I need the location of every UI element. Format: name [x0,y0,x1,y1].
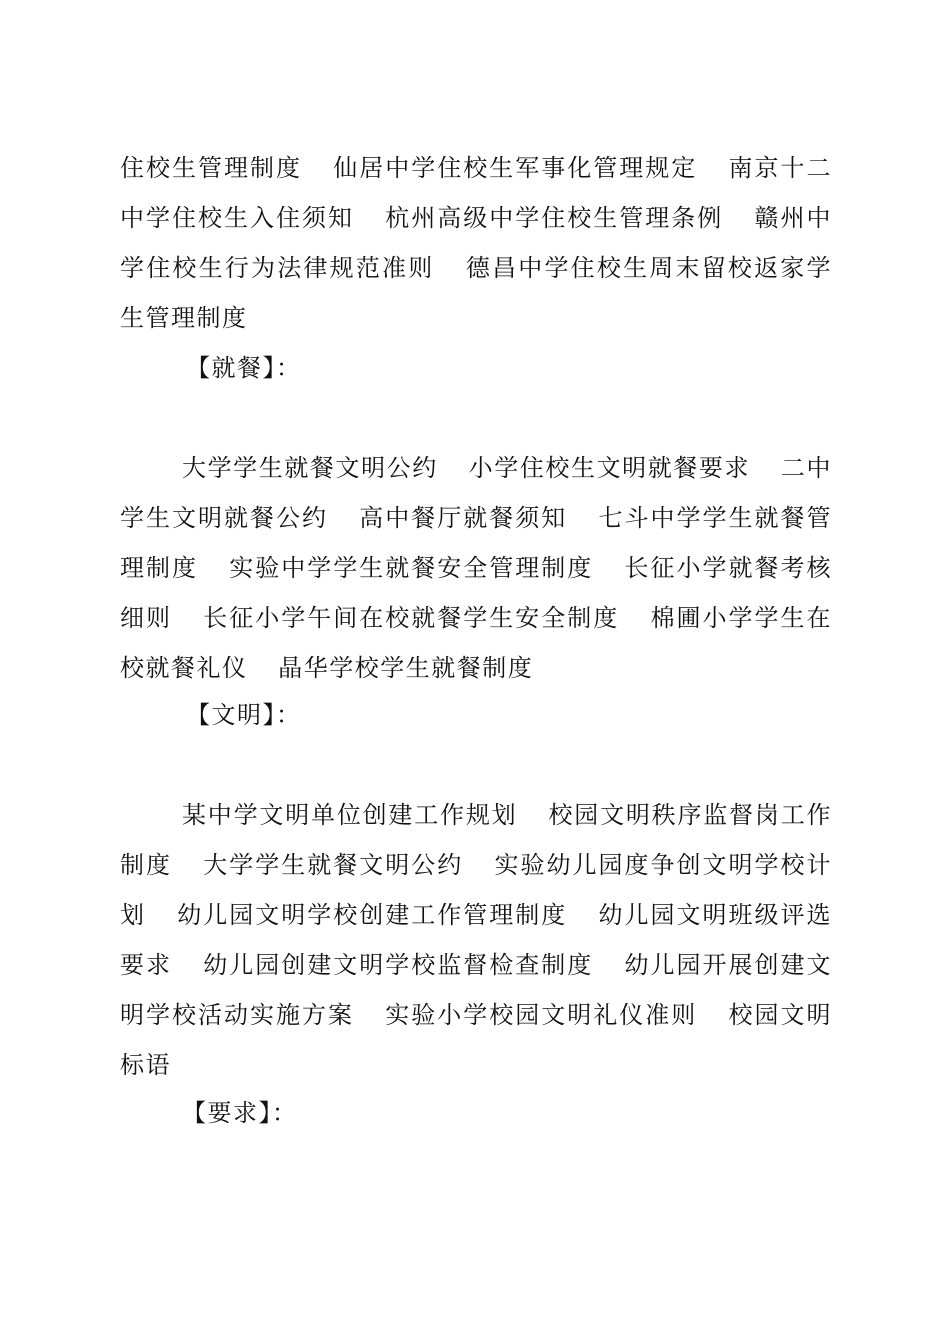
list-item: 幼儿园创建文明学校监督检查制度 [203,951,594,979]
list-item: 幼儿园文明学校创建工作管理制度 [177,901,568,929]
list-item: 赣州中学住校生行为法律规范准则 [120,204,833,282]
list-item: 七斗中学学生就餐管理制度 [120,504,833,582]
list-item: 南京十二中学住校生入住须知 [120,154,833,232]
list-item: 仙居中学住校生军事化管理规定 [333,154,698,182]
list-item: 实验幼儿园度争创文明学校计划 [120,851,833,929]
list-item: 长征小学午间在校就餐学生安全制度 [203,604,620,632]
dining-paragraph [120,443,832,693]
section-heading-civility: 【文明】： [186,701,302,729]
list-item: 大学学生就餐文明公约 [182,454,438,482]
section-heading-requirements: 【要求】： [182,1099,298,1127]
list-item: 大学学生就餐文明公约 [203,851,464,879]
list-item: 实验小学校园文明礼仪准则 [385,1001,698,1029]
list-item: 住校生管理制度 [120,154,303,182]
list-item: 校园文明标语 [120,1001,833,1079]
list-item: 杭州高级中学住校生管理条例 [385,204,724,232]
list-item: 校园文明秩序监督岗工作制度 [120,801,832,879]
section-heading-dining: 【就餐】： [186,354,302,382]
civility-paragraph [120,790,832,1090]
list-item: 二中学生文明就餐公约 [120,454,833,532]
list-item: 长征小学就餐考核细则 [120,554,833,632]
list-item: 晶华学校学生就餐制度 [278,654,534,682]
lodging-paragraph [120,143,832,343]
list-item: 幼儿园开展创建文明学校活动实施方案 [120,951,833,1029]
list-item: 某中学文明单位创建工作规划 [182,801,518,829]
list-item: 棉圃小学学生在校就餐礼仪 [120,604,833,682]
list-item: 实验中学学生就餐安全管理制度 [229,554,594,582]
list-item: 高中餐厅就餐须知 [359,504,568,532]
list-item: 幼儿园文明班级评选要求 [120,901,833,979]
list-item: 德昌中学住校生周末留校返家学生管理制度 [120,254,833,332]
list-item: 小学住校生文明就餐要求 [468,454,751,482]
